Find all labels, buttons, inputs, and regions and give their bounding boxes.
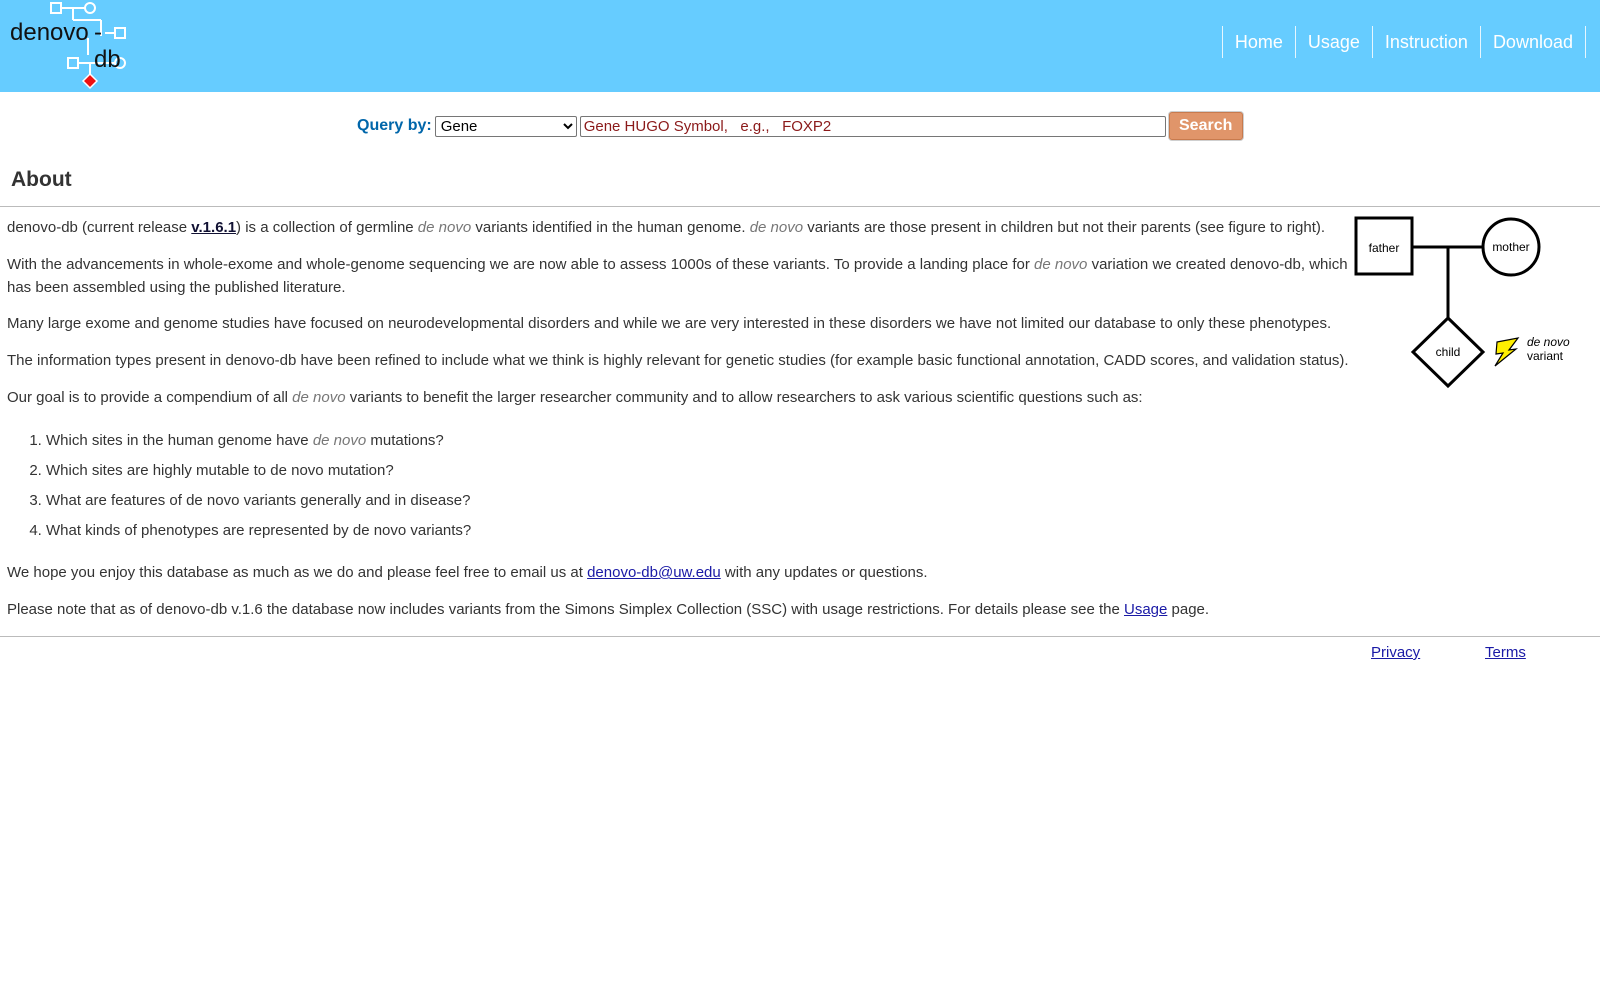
- about-paragraph-7: Please note that as of denovo-db v.1.6 the database now includes variants from the Simons Simplex Collection (SSC) with usage restrictions. For details please see the Usage page.: [7, 601, 1210, 618]
- footer: [0, 644, 1600, 666]
- logo-text-main: denovo: [10, 19, 89, 46]
- usage-link[interactable]: Usage: [1123, 601, 1168, 618]
- query-input[interactable]: [580, 116, 1166, 137]
- pedigree-figure: [1350, 212, 1600, 392]
- question-list: [7, 430, 471, 550]
- about-paragraph-4: The information types present in denovo-db have been refined to include what we think is highly relevant for genetic studies (for example basic functional annotation, CADD scores, and validation status).: [7, 352, 1349, 369]
- about-paragraph-6: We hope you enjoy this database as much as we do and please feel free to email us at denovo-db@uw.edu with any updates or questions.: [7, 564, 928, 581]
- nav-usage[interactable]: Usage: [1295, 26, 1372, 58]
- lightning-icon: [1495, 338, 1518, 366]
- nav-instruction[interactable]: Instruction: [1372, 26, 1480, 58]
- svg-text:-: -: [94, 19, 102, 46]
- list-item: 2. Which sites are highly mutable to de novo mutation?: [46, 460, 471, 490]
- about-paragraph-5: Our goal is to provide a compendium of all de novo variants to benefit the larger researcher community and to allow researchers to ask various scientific questions such as:: [7, 389, 1143, 406]
- list-item: 4. What kinds of phenotypes are represented by de novo variants?: [46, 520, 471, 550]
- query-bar: [357, 113, 1243, 139]
- divider: [0, 206, 1600, 207]
- about-paragraph-3: Many large exome and genome studies have focused on neurodevelopmental disorders and while we are very interested in these disorders we have not limited our database to only these phenotypes.: [7, 315, 1332, 332]
- divider: [0, 636, 1600, 637]
- search-button[interactable]: Search: [1169, 112, 1243, 140]
- terms-link[interactable]: Terms: [1485, 644, 1526, 661]
- variant-label-line1: de novo: [1527, 335, 1570, 349]
- denovo-db-logo[interactable]: [8, 0, 132, 92]
- variant-label-line2: variant: [1527, 349, 1564, 363]
- father-label: father: [1368, 241, 1400, 255]
- query-by-label: Query by:: [357, 117, 432, 134]
- about-heading: About: [11, 168, 72, 191]
- header-bar: [0, 0, 1600, 92]
- email-link[interactable]: denovo-db@uw.edu: [587, 564, 721, 581]
- about-paragraph-2: With the advancements in whole-exome and whole-genome sequencing we are now able to assess 1000s of these variants. To provide a landing place for de novo variation we created denovo-db, which has been assembled using the published literature.: [7, 256, 1348, 296]
- logo-text-sub: db: [94, 46, 121, 73]
- privacy-link[interactable]: Privacy: [1371, 644, 1421, 661]
- nav-home[interactable]: Home: [1222, 26, 1295, 58]
- mother-label: mother: [1492, 240, 1530, 254]
- about-paragraph-1: denovo-db (current release v.1.6.1) is a collection of germline de novo variants identified in the human genome. de novo variants are those present in children but not their parents (see figure to right).: [7, 219, 1326, 236]
- nav-download[interactable]: Download: [1480, 26, 1586, 58]
- child-label: child: [1435, 345, 1461, 359]
- list-item: 1. Which sites in the human genome have de novo mutations?: [46, 430, 471, 460]
- release-link[interactable]: v.1.6.1: [191, 219, 237, 236]
- query-type-select[interactable]: [435, 116, 577, 137]
- list-item: 3. What are features of de novo variants generally and in disease?: [46, 490, 471, 520]
- main-nav: [1222, 26, 1586, 58]
